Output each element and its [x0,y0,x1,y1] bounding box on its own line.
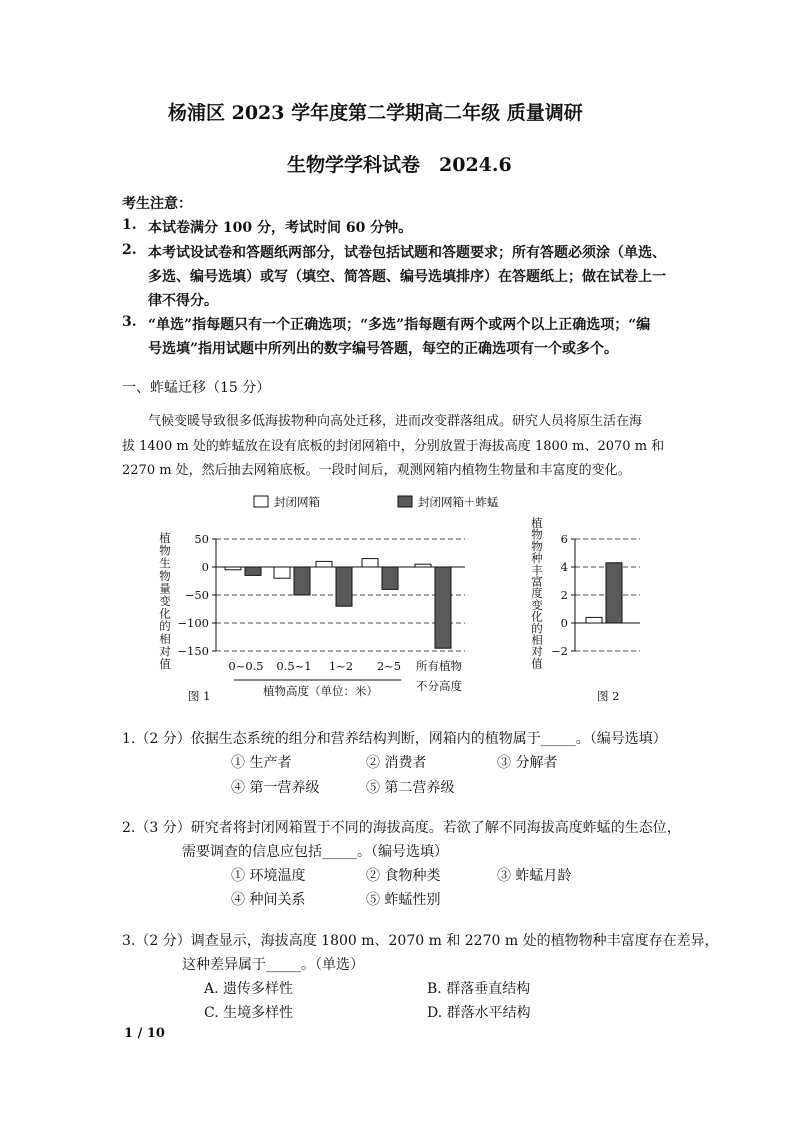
legend-swatch-open [254,496,268,507]
question-2-option-1: ① 环境温度 [231,868,306,884]
fig2-ylabel-char-8: 化 [531,609,543,624]
section-intro-line-2: 拔 1400 m 处的蚱蜢放在设有底板的封闭网箱中，分别放置于海拔高度 1800 m、2070 m 和 [122,439,665,454]
notice-item-2-num: 2. [122,242,137,258]
fig1-ylabel-char-4: 量 [159,581,171,596]
fig1-ylabel-char-2: 生 [159,556,171,571]
fig2-bar-0-0 [586,617,602,623]
fig2-ylabel-char-4: 丰 [531,562,543,577]
fig1-tick-label-1: 0 [201,560,209,574]
fig2-ylabel-char-6: 度 [531,586,543,601]
fig2-ylabel-char-3: 种 [531,551,543,566]
question-1-option-1: ① 生产者 [231,755,292,771]
fig1-tick-label-0: 50 [194,532,209,546]
fig2-ylabel-char-1: 物 [531,527,543,542]
fig1-extra-label-line2: 不分高度 [416,679,462,693]
fig1-ylabel-char-10: 值 [159,657,171,671]
fig1-ylabel-char-3: 物 [159,568,171,583]
fig1-x-ticks [228,659,401,673]
question-3-option-a: A. 遗传多样性 [204,981,294,997]
fig1-ylabel-char-7: 的 [159,619,171,634]
fig2-y-ticks [551,532,575,658]
fig1-bar-1-1 [294,567,310,595]
legend-label-open: 封闭网箱 [274,495,320,509]
fig1-ylabel-char-1: 物 [159,543,171,558]
fig2-y-axis-label [531,516,543,670]
fig2-ylabel-char-5: 富 [531,574,543,589]
fig1-x-tick-label-2: 1~2 [328,659,354,673]
notice-heading: 考生注意： [122,196,192,212]
fig1-bar-0-1 [245,567,261,575]
fig1-bar-3-0 [362,559,378,567]
section-intro-line-1: 气候变暖导致很多低海拔物种向高处迁移，进而改变群落组成。研究人员将原生活在海 [148,414,643,429]
fig1-bar-2-1 [336,567,352,606]
fig1-tick-label-3: −100 [177,616,209,630]
fig1-ylabel-char-5: 变 [159,594,171,608]
fig2-ylabel-char-9: 的 [531,621,543,636]
notice-item-3-num: 3. [122,314,137,330]
page-subtitle: 生物学学科试卷 2024.6 [287,154,512,176]
page-title: 杨浦区 2023 学年度第二学期高二年级 质量调研 [168,102,583,124]
fig1-bar-2-0 [316,561,332,567]
question-3-line-1: 3.（2 分）调查显示，海拔高度 1800 m、2070 m 和 2270 m 处的植物物种丰富度存在差异， [122,933,719,949]
fig1-bar-0-0 [225,567,241,570]
fig2-bars [586,563,622,623]
fig1-bar-4-1 [435,567,451,648]
question-3-option-c: C. 生境多样性 [204,1005,294,1021]
fig2-ylabel-char-11: 对 [531,644,543,659]
notice-item-1-num: 1. [122,217,137,233]
notice-item-2-line-2: 多选、编号选填）或写（填空、简答题、编号选填排序）在答题纸上；做在试卷上一 [148,269,666,285]
fig2-tick-label-2: 2 [560,588,568,602]
fig1-ylabel-char-6: 化 [159,606,171,621]
fig1-bar-4-0 [415,564,431,567]
page-number: 1 / 10 [124,1026,165,1041]
notice-item-2-line-1: 本考试设试卷和答题纸两部分，试卷包括试题和答题要求；所有答题必须涂（单选、 [148,245,666,261]
fig2-tick-label-1: 4 [560,560,568,574]
fig2-tick-label-3: 0 [560,616,568,630]
question-1-option-2: ② 消费者 [366,755,427,771]
fig1-y-ticks [177,532,216,658]
fig2-tick-label-0: 6 [560,532,568,546]
fig2-ylabel-char-7: 变 [531,597,543,612]
notice-item-3-line-1: “单选”指每题只有一个正确选项；“多选”指每题有两个或两个以上正确选项；“编 [148,317,651,333]
fig1-x-tick-label-1: 0.5~1 [276,659,312,673]
question-1-option-4: ④ 第一营养级 [231,780,320,796]
section-intro-line-3: 2270 m 处，然后抽去网箱底板。一段时间后，观测网箱内植物生物量和丰富度的变化。 [122,463,631,478]
fig2-ylabel-char-0: 植 [531,516,543,530]
question-1-line-1: 1.（2 分）依据生态系统的组分和营养结构判断，网箱内的植物属于_____。（编号选填） [122,731,667,747]
fig2-ylabel-char-2: 物 [531,539,543,554]
question-2-option-3: ③ 蚱蜢月龄 [497,868,572,884]
notice-item-1-line-1: 本试卷满分 100 分，考试时间 60 分钟。 [148,220,413,236]
question-1-option-5: ⑤ 第二营养级 [366,780,455,796]
question-2-option-5: ⑤ 蚱蜢性别 [366,892,441,908]
legend-swatch-grasshopper [398,496,412,507]
fig2-bar-0-1 [606,563,622,623]
question-2-line-2: 需要调查的信息应包括_____。（编号选填） [182,844,448,860]
question-3-option-b: B. 群落垂直结构 [427,981,531,997]
fig1-tick-label-2: −50 [184,588,209,602]
question-2-option-4: ④ 种间关系 [231,892,306,908]
fig1-x-tick-label-3: 2~5 [376,659,402,673]
question-2-option-2: ② 食物种类 [366,868,441,884]
notice-item-3-line-2: 号选填”指用试题中所列出的数字编号答题，每空的正确选项有一个或多个。 [148,341,619,357]
question-2-line-1: 2.（3 分）研究者将封闭网箱置于不同的海拔高度。若欲了解不同海拔高度蚱蜢的生态位， [122,820,681,836]
legend-label-grasshopper: 封闭网箱＋蚱蜢 [418,495,499,509]
fig2-label: 图 2 [597,689,620,703]
question-3-line-2: 这种差异属于_____。（单选） [182,957,364,973]
fig1-bar-1-0 [274,567,290,578]
notice-item-2-line-3: 律不得分。 [148,293,218,309]
fig1-ylabel-char-8: 相 [159,631,171,646]
fig1-bars [225,559,451,649]
fig1-ylabel-char-0: 植 [159,531,171,545]
fig1-tick-label-4: −150 [177,644,209,658]
fig1-ylabel-char-9: 对 [159,644,171,659]
fig2-ylabel-char-12: 值 [531,656,543,671]
question-1-option-3: ③ 分解者 [497,755,558,771]
fig1-x-axis-label: 植物高度（单位：米） [263,684,378,698]
fig1-bar-3-1 [382,567,398,589]
fig1-extra-label-line1: 所有植物 [416,659,462,673]
fig1-x-tick-label-0: 0~0.5 [228,659,264,673]
fig1-y-axis-label [159,531,171,671]
fig2-ylabel-char-10: 相 [531,633,543,647]
question-3-option-d: D. 群落水平结构 [427,1005,531,1021]
fig1-label: 图 1 [188,689,211,703]
section-heading: 一、蚱蜢迁移（15 分） [122,380,271,396]
fig2-tick-label-4: −2 [551,644,568,658]
